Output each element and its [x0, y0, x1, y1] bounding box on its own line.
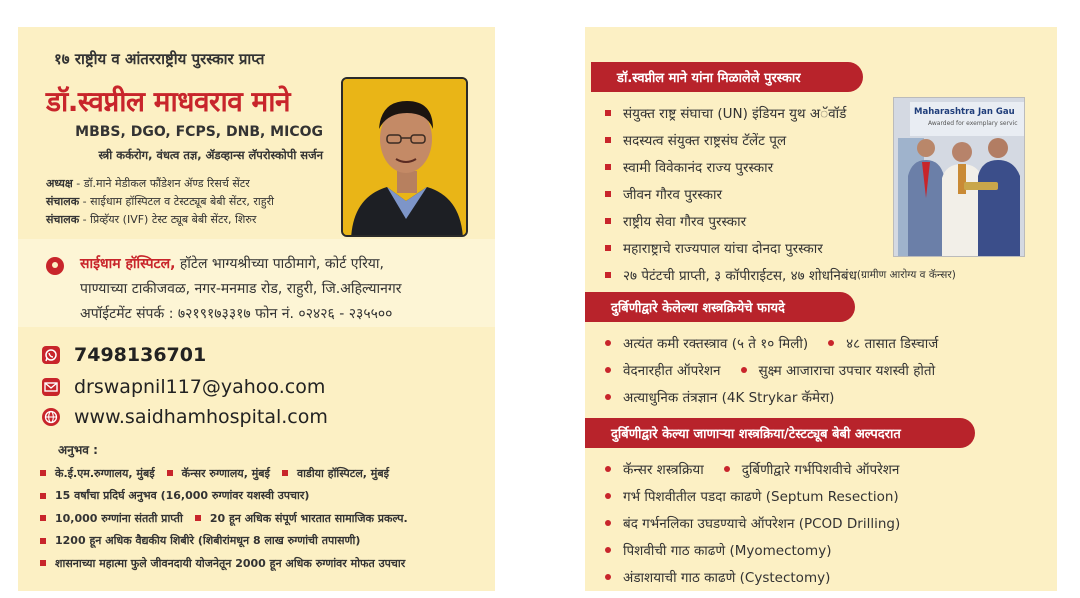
bullet-icon [40, 470, 46, 476]
experience-text: 20 हून अधिक संपूर्ण भारतात सामाजिक प्रकल्प. [209, 511, 408, 525]
bullet-icon [605, 340, 611, 346]
award-text: जीवन गौरव पुरस्कार [623, 186, 723, 203]
procedures-list [605, 455, 900, 590]
bullet-icon [40, 560, 46, 566]
bullet-icon [741, 367, 747, 373]
bullet-icon [828, 340, 834, 346]
benefit-item [605, 383, 938, 410]
procedure-item [605, 563, 900, 590]
bullet-icon [605, 245, 611, 251]
experience-text: 10,000 रुग्णांना संतती प्राप्ती [55, 511, 183, 525]
phone-number[interactable]: 7498136701 [74, 344, 207, 366]
address-line-1-rest: हॉटेल भाग्यश्रीच्या पाठीमागे, कोर्ट एरिया, [175, 256, 385, 272]
email-icon [42, 378, 60, 396]
bullet-icon [605, 547, 611, 553]
bullet-icon [605, 520, 611, 526]
experience-item [40, 507, 408, 530]
photo-banner-subtitle: Awarded for exemplary servic [928, 120, 1018, 127]
award-item [605, 261, 956, 288]
procedure-text: गर्भ पिशवीतील पडदा काढणे (Septum Resection) [623, 488, 899, 505]
benefit-text: ४८ तासात डिस्चार्ज [846, 335, 939, 352]
bullet-icon [605, 272, 611, 278]
bullet-icon [605, 493, 611, 499]
benefit-text: वेदनारहीत ऑपरेशन [623, 362, 721, 379]
benefits-list [605, 329, 938, 410]
procedure-text: दुर्बिणीद्वारे गर्भपिशवीचे ऑपरेशन [741, 461, 900, 478]
doctor-name: डॉ.स्वप्नील माधवराव माने [46, 85, 291, 118]
bullet-icon [40, 515, 46, 521]
procedures-banner: दुर्बिणीद्वारे केल्या जाणाऱ्या शस्त्रक्रिया/टेस्टट्यूब बेबी अल्पदरात [585, 418, 975, 448]
role-text: - प्रिव्हॅयर (IVF) टेस्ट ट्यूब बेबी सेंटर, शिरुर [79, 213, 257, 226]
role-item [46, 193, 274, 211]
globe-icon [42, 408, 60, 426]
procedure-item [605, 455, 900, 482]
award-text: राष्ट्रीय सेवा गौरव पुरस्कार [623, 213, 747, 230]
award-note: (ग्रामीण आरोग्य व कॅन्सर) [856, 268, 956, 281]
procedure-item [605, 509, 900, 536]
role-text: - डॉ.माने मेडीकल फौंडेशन ॲण्ड रिसर्च सेंटर [72, 177, 250, 190]
photo-banner-title: Maharashtra Jan Gau [914, 107, 1015, 117]
hospital-name: साईधाम हॉस्पिटल, [80, 256, 176, 272]
bullet-icon [605, 137, 611, 143]
email-address[interactable]: drswapnil117@yahoo.com [74, 376, 326, 398]
bullet-icon [605, 110, 611, 116]
experience-item [40, 530, 408, 553]
procedure-item [605, 536, 900, 563]
experience-item [40, 552, 408, 575]
bullet-icon [605, 574, 611, 580]
bullet-icon [40, 538, 46, 544]
role-item [46, 175, 274, 193]
doctor-photo [341, 77, 468, 237]
role-title: संचालक [46, 195, 80, 208]
bullet-icon [40, 493, 46, 499]
right-panel [585, 27, 1057, 591]
left-panel [18, 27, 495, 591]
phone-row [42, 344, 206, 366]
experience-text: 1200 हून अधिक वैद्यकीय शिबीरे (शिबीरांमधून 8 लाख रुग्णांची तपासणी) [55, 534, 361, 548]
bullet-icon [605, 367, 611, 373]
award-text: सदस्यत्व संयुक्त राष्ट्रसंघ टॅलेंट पूल [623, 132, 787, 149]
specialty: स्त्री कर्करोग, वंधत्व तज्ञ, ॲडव्हान्स लॅपरोस्कोपी सर्जन [98, 148, 323, 162]
award-text: २७ पेटंटची प्राप्ती, ३ कॉपीराईटस, ४७ शोधनिबंध [623, 267, 857, 284]
procedure-item [605, 482, 900, 509]
benefit-text: अत्याधुनिक तंत्रज्ञान (4K Strykar कॅमेरा) [623, 389, 835, 406]
email-row [42, 376, 325, 398]
role-text: - साईधाम हॉस्पिटल व टेस्टट्यूब बेबी सेंटर, राहुरी [79, 195, 274, 208]
role-item [46, 211, 274, 229]
benefits-banner: दुर्बिणीद्वारे केलेल्या शस्त्रक्रियेचे फायदे [585, 292, 855, 322]
bullet-icon [195, 515, 201, 521]
website-row [42, 406, 328, 428]
benefit-text: सुक्ष्म आजाराचा उपचार यशस्वी होतो [758, 362, 936, 379]
bullet-icon [167, 470, 173, 476]
bullet-icon [605, 191, 611, 197]
award-text: स्वामी विवेकानंद राज्य पुरस्कार [623, 159, 774, 176]
bullet-icon [605, 466, 611, 472]
address-line-1 [80, 254, 384, 273]
procedure-text: अंडाशयाची गाठ काढणे (Cystectomy) [623, 569, 831, 586]
benefit-item [605, 329, 938, 356]
address-line-2: पाण्याच्या टाकीजवळ, नगर-मनमाड रोड, राहुरी, जि.अहिल्यानगर [80, 281, 402, 297]
website-url[interactable]: www.saidhamhospital.com [74, 406, 328, 428]
experience-text: के.ई.एम.रुग्णालय, मुंबई [55, 466, 155, 480]
experience-item [40, 485, 408, 508]
award-ceremony-photo [893, 97, 1025, 257]
procedure-text: कॅन्सर शस्त्रक्रिया [623, 461, 704, 478]
whatsapp-icon [42, 346, 60, 364]
award-text: संयुक्त राष्ट्र संघाचा (UN) इंडियन युथ अॅवॉर्ड [623, 105, 847, 122]
award-text: महाराष्ट्राचे राज्यपाल यांचा दोनदा पुरस्कार [623, 240, 823, 257]
bullet-icon [605, 394, 611, 400]
benefit-item [605, 356, 938, 383]
benefit-text: अत्यंत कमी रक्तस्त्राव (५ ते १० मिली) [623, 335, 809, 352]
experience-label: अनुभव : [58, 443, 98, 457]
procedure-text: बंद गर्भनलिका उघडण्याचे ऑपरेशन (PCOD Drilling) [623, 515, 901, 532]
role-title: अध्यक्ष [46, 177, 73, 190]
experience-text: शासनाच्या महात्मा फुले जीवनदायी योजनेतून 2000 हून अधिक रुग्णांवर मोफत उपचार [55, 556, 406, 570]
appointment-contact: अपॉईटमेंट संपर्क : ७२१९१७३३१७ फोन नं. ०२४२६ - २३५५०० [80, 306, 393, 322]
role-title: संचालक [46, 213, 80, 226]
degrees: MBBS, DGO, FCPS, DNB, MICOG [75, 124, 323, 140]
experience-item [40, 462, 408, 485]
location-pin-icon [46, 257, 64, 275]
awards-headline: १७ राष्ट्रीय व आंतरराष्ट्रीय पुरस्कार प्राप्त [54, 50, 265, 68]
bullet-icon [605, 164, 611, 170]
bullet-icon [282, 470, 288, 476]
experience-text: वाडीया हॉस्पिटल, मुंबई [296, 466, 390, 480]
awards-banner: डॉ.स्वप्नील माने यांना मिळालेले पुरस्कार [591, 62, 863, 92]
experience-text: कॅन्सर रुग्णालय, मुंबई [181, 466, 270, 480]
procedure-text: पिशवीची गाठ काढणे (Myomectomy) [623, 542, 832, 559]
bullet-icon [724, 466, 730, 472]
bullet-icon [605, 218, 611, 224]
experience-text: 15 वर्षांचा प्रदिर्घ अनुभव (16,000 रुग्णांवर यशस्वी उपचार) [55, 489, 310, 503]
experience-list [40, 462, 408, 575]
roles-list [46, 175, 274, 229]
